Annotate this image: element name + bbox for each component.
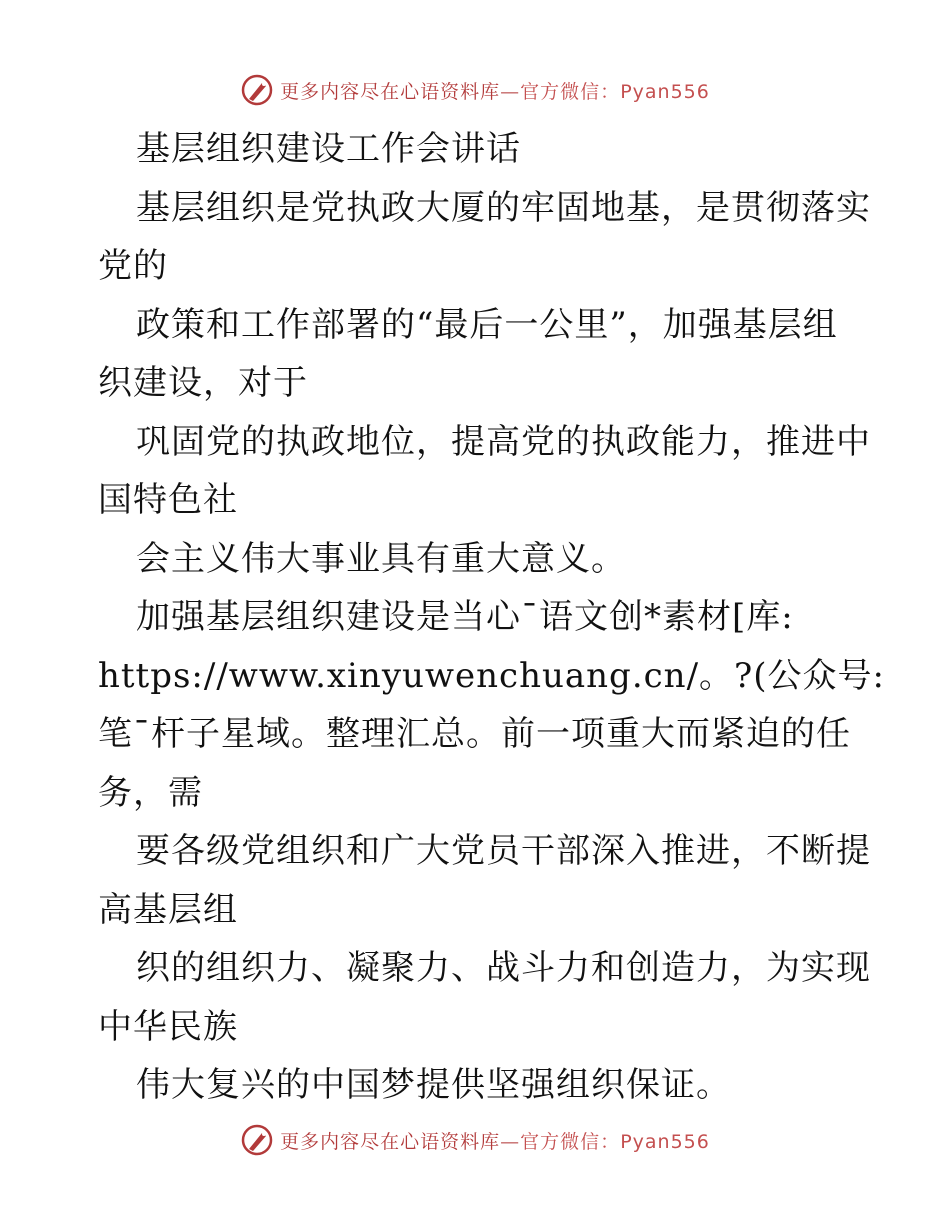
document-line: 政策和工作部署的“最后一公里”，加强基层组 xyxy=(136,304,838,345)
banner-wechat-label: 官方微信： xyxy=(520,80,621,103)
document-line: 党的 xyxy=(98,246,168,286)
banner-wechat-id: Pyan556 xyxy=(620,80,710,103)
pen-logo-icon xyxy=(240,1123,274,1157)
banner-separator: — xyxy=(500,80,521,103)
banner-wechat-id: Pyan556 xyxy=(620,1130,710,1153)
document-line: 高基层组 xyxy=(98,889,238,930)
document-line: 会主义伟大事业具有重大意义。 xyxy=(136,538,626,579)
banner-separator: — xyxy=(500,1130,521,1153)
header-banner xyxy=(0,70,950,110)
document-line: 要各级党组织和广大党员干部深入推进，不断提 xyxy=(136,831,871,871)
document-body xyxy=(98,120,885,1115)
document-line: 巩固党的执政地位，提高党的执政能力，推进中 xyxy=(136,421,871,462)
banner-text xyxy=(280,77,710,104)
document-line: 中华民族 xyxy=(98,1006,238,1047)
document-line: 织建设，对于 xyxy=(98,363,308,403)
document-line: 国特色社 xyxy=(98,480,238,520)
footer-banner xyxy=(0,1120,950,1160)
document-line: 伟大复兴的中国梦提供坚强组织保证。 xyxy=(136,1065,731,1105)
document-line: 基层组织是党执政大厦的牢固地基，是贯彻落实 xyxy=(136,187,871,228)
banner-main-text: 更多内容尽在心语资料库 xyxy=(280,1130,501,1153)
document-line: https://www.xinyuwenchuang.cn/。?(公众号: xyxy=(98,655,885,696)
pen-logo-icon xyxy=(240,73,274,107)
document-line: 笔¯杆子星域。整理汇总。前一项重大而紧迫的任 xyxy=(98,714,851,754)
document-line: 加强基层组织建设是当心¯语文创*素材[库: xyxy=(136,597,794,637)
document-line: 基层组织建设工作会讲话 xyxy=(136,129,521,169)
document-line: 务，需 xyxy=(98,772,203,813)
document-line: 织的组织力、凝聚力、战斗力和创造力，为实现 xyxy=(136,948,871,988)
banner-wechat-label: 官方微信： xyxy=(520,1130,621,1153)
banner-text xyxy=(280,1127,710,1154)
banner-main-text: 更多内容尽在心语资料库 xyxy=(280,80,501,103)
